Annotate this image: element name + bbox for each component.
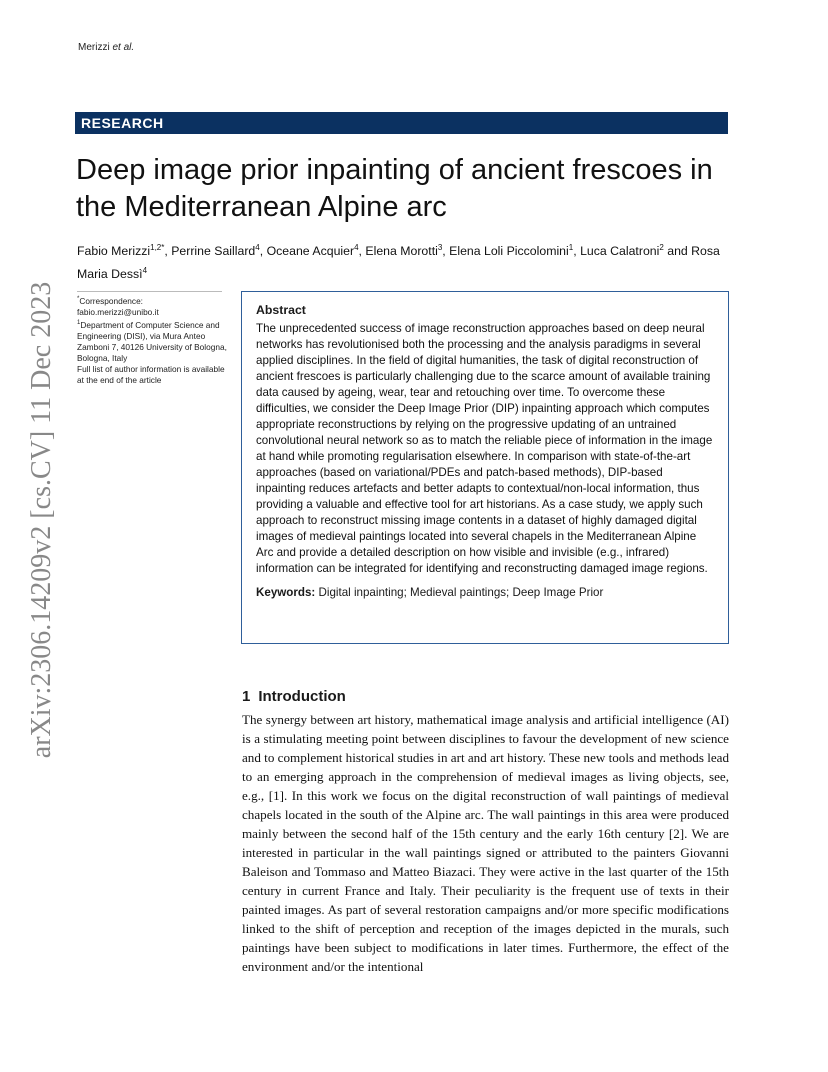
side-notes [77, 294, 227, 386]
article-type-label: RESEARCH [81, 115, 164, 131]
running-head-etal: et al. [112, 42, 135, 53]
author-name: Fabio Merizzi [77, 244, 151, 259]
author-affiliation-mark: 4 [142, 266, 148, 276]
author-name: Rosa Maria Dessì [77, 244, 720, 282]
abstract-text: The unprecedented success of image reconstruction approaches based on deep neural networks has revolutionised both the processing and the analysis paradigms in several applied disciplines. In the field of digital humanities, the task of digital reconstruction of ancient frescoes is particularly challenging due to the scarce amount of available training data caused by ageing, wear, tear and retouching over time. To overcome these difficulties, we consider the Deep Image Prior (DIP) inpainting approach which computes appropriate reconstructions by relying on the progressive updating of an untrained convolutional neural network so as to match the reliable piece of information in the image at hand while promoting regularisation elsewhere. In comparison with state-of-the-art approaches (based on variational/PDEs and patch-based methods), DIP-based inpainting reduces artefacts and better adapts to contextual/non-local information, thus providing a valuable and effective tool for art historians. As a case study, we apply such approach to reconstruct missing image contents in a dataset of highly damaged digital images of medieval paintings located into several chapels in the Mediterranean Alpine Arc and provide a detailed description on how visible and invisible (e.g., infrared) information can be integrated for identifying and reconstructing damaged image regions. [256, 322, 713, 575]
article-type-banner [75, 112, 728, 134]
author-affiliation-mark: 3 [437, 243, 443, 252]
keywords-list: Digital inpainting; Medieval paintings; Deep Image Prior [318, 586, 604, 599]
author-name: Luca Calatroni [580, 244, 660, 259]
section-title: Introduction [258, 688, 346, 705]
author-name: Elena Loli Piccolomini [449, 244, 569, 259]
author-name: Oceane Acquier [266, 244, 355, 259]
author-affiliation-mark: 1,2* [150, 243, 165, 252]
correspondence-label: Correspondence: [79, 295, 143, 306]
author-affiliation-mark: 2 [659, 243, 664, 252]
author-affiliation-mark: 4 [354, 243, 359, 252]
correspondence-mark: * [77, 296, 80, 302]
author-affiliation-mark: 4 [255, 243, 260, 252]
author-affiliation-mark: 1 [568, 243, 574, 252]
section-heading [242, 688, 346, 705]
keywords-label: Keywords: [256, 586, 316, 599]
paper-title: Deep image prior inpainting of ancient frescoes in the Mediterranean Alpine arc [76, 154, 713, 223]
arxiv-identifier-stamp: arXiv:2306.14209v2 [cs.CV] 11 Dec 2023 [26, 281, 57, 759]
introduction-body-text: The synergy between art history, mathematical image analysis and artificial intelligence (AI) is a stimulating meeting point between disciplines to favour the development of new science and to complement historical studies in art and art history. These new tools and methods lead to an emerging approach in the comprehension of medieval images as living objects, see, e.g., [1]. In this work we focus on the digital reconstruction of wall paintings of medieval chapels located in the south of the Alpine arc. The wall paintings in this area were produced mainly between the second half of the 15th century and the early 16th century [2]. We are interested in particular in the wall paintings signed or attributed to the painters Giovanni Baleison and Tommaso and Matteo Biazaci. They were active in the last quarter of the 15th century in current France and Italy. Their peculiarity is the frequent use of texts in their painted images. As part of several restoration campaigns and/or more specific modifications linked to the shift of perception and reception of the images depicted in the murals, such paintings have been subject to modifications in later times. Furthermore, the effect of the environment and/or the intentional [242, 712, 729, 974]
author-name: Perrine Saillard [171, 244, 256, 259]
author-list: Fabio Merizzi$^{1,2*}$, Perrine Saillard$^4$, Oceane Acquier$^4$, Elena Morotti$^3$, Elena Loli Piccolomini$^1$, Luca Calatroni$^2$ and Rosa Maria Dessì$^4$ [77, 243, 720, 282]
correspondence-email[interactable]: fabio.merizzi@unibo.it [77, 306, 159, 317]
author-name: Elena Morotti [365, 244, 438, 259]
running-head-author: Merizzi [78, 42, 110, 53]
running-head [78, 42, 134, 53]
abstract-heading: Abstract [256, 303, 306, 317]
affiliation-text: Department of Computer Science and Engineering (DISI), via Mura Anteo Zamboni 7, 40126 University of Bologna, Bologna, Italy [77, 319, 227, 363]
side-notes-divider [77, 291, 222, 292]
affiliation-mark: 1 [77, 319, 81, 326]
section-number: 1 [242, 688, 251, 705]
keywords-line [256, 585, 714, 601]
abstract-box [241, 291, 729, 644]
author-info-note: Full list of author information is available at the end of the article [77, 363, 225, 385]
